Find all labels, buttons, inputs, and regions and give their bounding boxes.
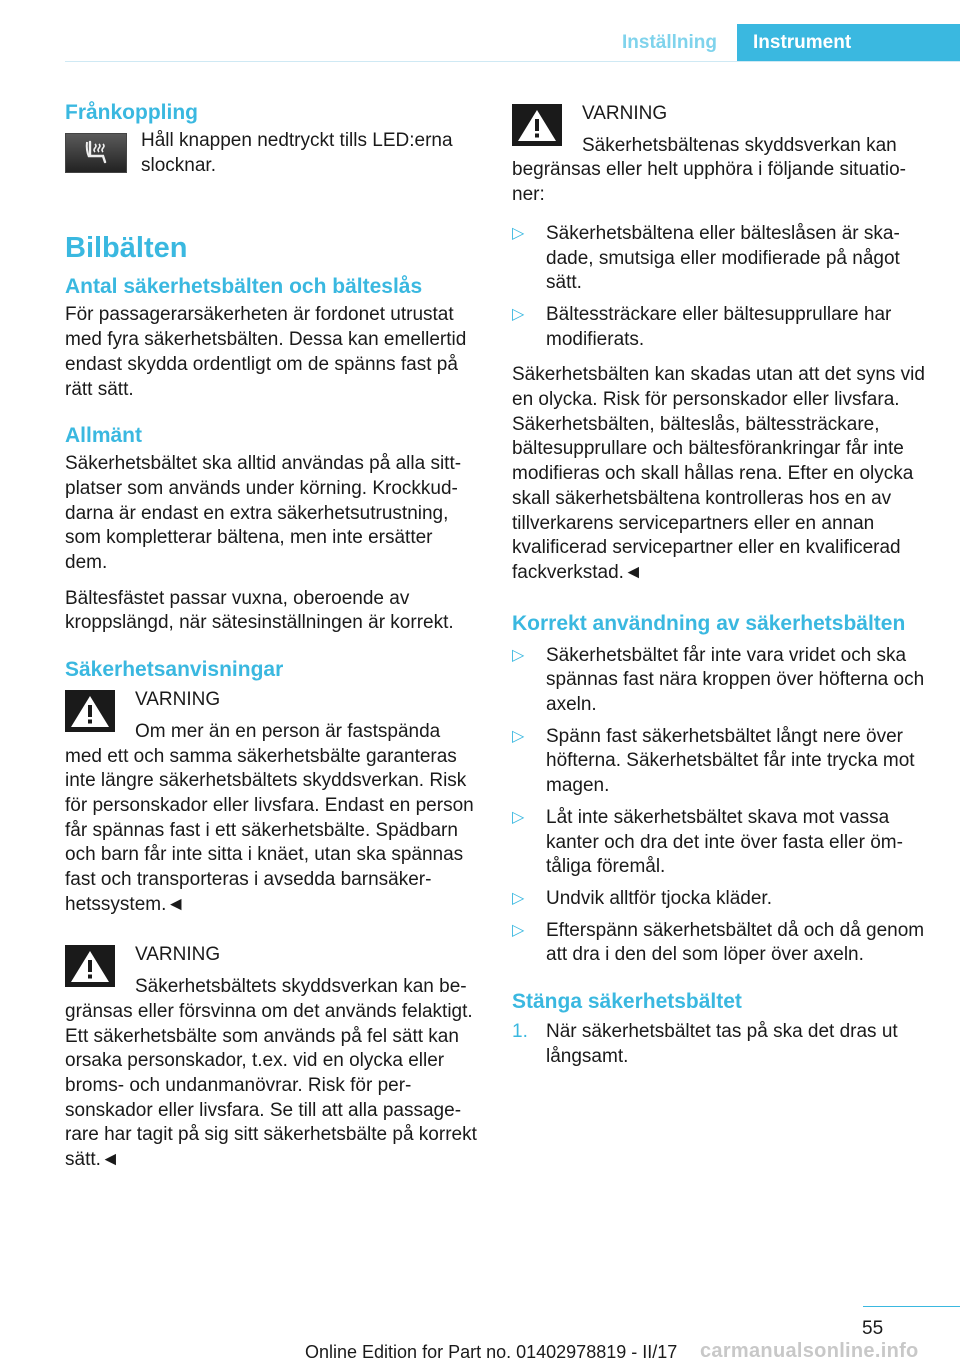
paragraph-damage: Säkerhetsbälten kan skadas utan att det syns vid en olycka. Risk för personskador eller livsfara. Säkerhetsbälten, bälteslås, bältessträckare, bältesupprullare och bältesförankringar får inte modifieras och skall hållas rena. Efter en olycka skall säkerhetsbältena kontrolleras hos en av tillverkarens servicepartners eller en annan kvalificerad servicepartner eller en kvalificerad fackverkstad.◄ <box>512 364 925 583</box>
footer-divider <box>863 1306 960 1307</box>
heading-allmant: Allmänt <box>65 424 143 448</box>
list-item: ▷ Låt inte säkerhetsbältet skava mot vassa kanter och dra det inte över fasta eller ömtåliga föremål. <box>512 806 903 878</box>
heading-frankoppling: Frånkoppling <box>65 101 198 124</box>
correct-usage-list <box>512 644 927 968</box>
list-item: ▷ Efterspänn säkerhetsbältet då och då genom att dra i den del som löper över axeln. <box>512 919 925 966</box>
heading-stanga: Stänga säkerhetsbältet <box>512 990 742 1014</box>
triangle-bullet-icon: ▷ <box>512 646 525 664</box>
triangle-bullet-icon: ▷ <box>512 889 525 907</box>
warning-box-1 <box>65 686 480 917</box>
heading-antal: Antal säkerhetsbälten och bälteslås <box>65 275 423 299</box>
seat-heating-button-image <box>65 133 127 173</box>
seat-heating-icon <box>81 140 111 166</box>
list-item: ▷ Undvik alltför tjocka kläder. <box>512 887 927 912</box>
list-item: ▷ Säkerhetsbältena eller bälteslåsen är skadade, smutsiga eller modifierade på något sätt. <box>512 222 900 294</box>
edition-text: Online Edition for Part no. 01402978819 - II/17 <box>305 1342 678 1362</box>
list-item: ▷ Bältessträckare eller bältesupprullare har modifierats. <box>512 303 892 350</box>
warning-title: VARNING <box>135 689 221 711</box>
warning-title: VARNING <box>582 103 668 124</box>
warning-conditions-list <box>512 222 927 353</box>
warning-box-3 <box>512 100 927 208</box>
triangle-bullet-icon: ▷ <box>512 224 525 242</box>
triangle-bullet-icon: ▷ <box>512 727 525 745</box>
paragraph-allmant-2: Bältesfästet passar vuxna, oberoende av kroppslängd, när sätesinställningen är korrekt. <box>65 587 454 634</box>
heading-sakerhetsanvisningar: Säkerhetsanvisningar <box>65 658 284 682</box>
button-instruction: Håll knappen nedtryckt tills LED:erna slocknar. <box>141 130 453 176</box>
triangle-bullet-icon: ▷ <box>512 921 525 939</box>
triangle-bullet-icon: ▷ <box>512 305 525 323</box>
heading-korrekt: Korrekt användning av säkerhetsbälten <box>512 611 906 635</box>
warning-icon <box>512 104 562 146</box>
warning-text: Säkerhetsbältenas skyddsverkan kan begränsas eller helt upphöra i följande situationer: <box>512 134 906 206</box>
warning-text: Säkerhetsbältets skyddsverkan kan begränsas eller försvinna om det används felaktigt. Ett säkerhetsbälte som används på fel sätt kan orsaka personskador, t.ex. vid en olycka eller broms- och undanmanövrar. Risk för personskador eller livsfara. Se till att alla passagerare har tagit på sig sitt säkerhetsbälte på korrekt sätt.◄ <box>65 976 477 1171</box>
left-column <box>65 100 480 1187</box>
warning-title: VARNING <box>135 944 221 966</box>
heading-bilbalten: Bilbälten <box>65 232 188 265</box>
list-item: 1. När säkerhetsbältet tas på ska det dras ut långsamt. <box>512 1021 898 1067</box>
warning-box-2 <box>65 941 480 1172</box>
closing-steps-list <box>512 1020 927 1069</box>
warning-icon <box>65 690 115 732</box>
list-item: ▷ Säkerhetsbältet får inte vara vridet och ska spännas fast nära kroppen över höfterna och axeln. <box>512 644 925 716</box>
seat-heating-button-row <box>65 129 480 178</box>
warning-text: Om mer än en person är fastspända med ett och samma säkerhetsbälte garanteras inte längre säkerhetsbältets skyddsverkan. Risk för personskador eller livsfara. Endast en person får spännas fast i ett säkerhetsbälte. Spädbarn och barn får inte sitta i knäet, utan ska spännas fast och transporteras i avsedda barnsäkerhetssystem.◄ <box>65 720 474 915</box>
paragraph-antal: För passagerarsäkerheten är fordonet utrustat med fyra säkerhetsbälten. Dessa kan emellertid endast skydda ordentligt om de spänns fast på rätt sätt. <box>65 304 467 400</box>
header-tab-instrument[interactable]: Instrument <box>737 24 960 61</box>
triangle-bullet-icon: ▷ <box>512 808 525 826</box>
header-tab-installning[interactable]: Inställning <box>622 31 717 53</box>
watermark: carmanualsonline.info <box>700 1340 919 1362</box>
warning-icon <box>65 945 115 987</box>
right-column <box>512 100 927 1081</box>
paragraph-allmant-1: Säkerhetsbältet ska alltid användas på alla sittplatser som används under körning. Krockkuddarna är endast en extra säkerhetsutrustning, som kompletterar bältena, men inte ersätter dem. <box>65 453 462 574</box>
list-item: ▷ Spänn fast säkerhetsbältet långt nere över höfterna. Säkerhetsbältet får inte trycka mot magen. <box>512 725 915 797</box>
header-divider <box>65 61 960 62</box>
page-number: 55 <box>862 1318 884 1339</box>
